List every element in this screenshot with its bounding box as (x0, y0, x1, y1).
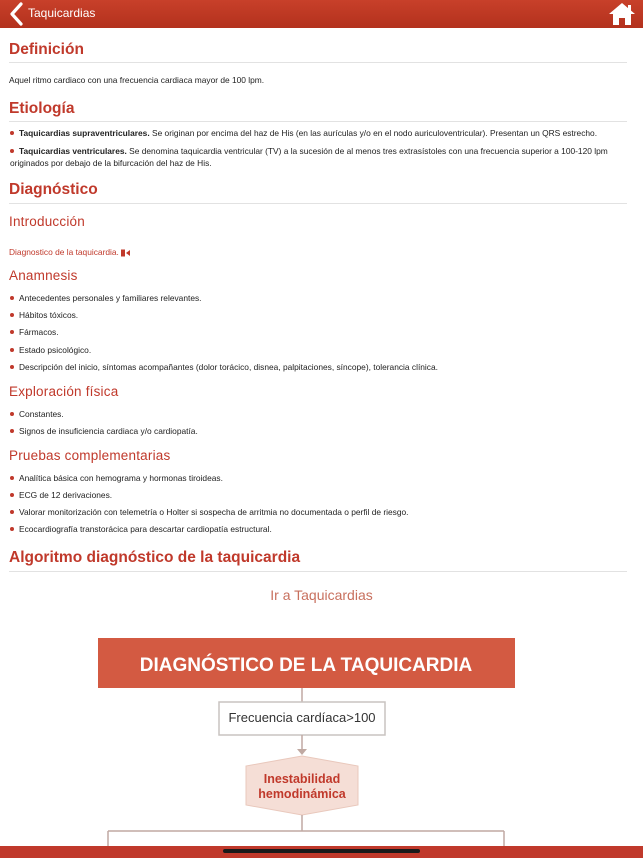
list-item-text: Antecedentes personales y familiares relevantes. (19, 293, 202, 303)
intro-link-text[interactable]: Diagnostico de la taquicardia. (9, 247, 119, 257)
home-indicator[interactable] (223, 849, 420, 853)
section-heading-diagnostico: Diagnóstico (9, 181, 98, 198)
list-item-bold: Taquicardias ventriculares. (19, 146, 127, 156)
content-area[interactable] (0, 28, 643, 846)
list-item-text: Se originan por encima del haz de His (en las aurículas y/o en el nodo auriculoventricular). Presentan un QRS estrecho. (149, 128, 598, 138)
subheading-anamnesis: Anamnesis (9, 268, 78, 283)
back-chevron-icon[interactable] (8, 2, 26, 26)
algorithm-diagram (0, 28, 643, 846)
arrow-head-icon (297, 749, 307, 755)
list-item-text: Se denomina taquicardia ventricular (TV) a la sucesión de al menos tres extrasístoles con una frecuencia superior a 100-120 lpm originados por debajo de la bifurcación del haz de His. (10, 146, 608, 168)
definicion-text: Aquel ritmo cardiaco con una frecuencia cardiaca mayor de 100 lpm. (9, 75, 265, 85)
list-item-text: Descripción del inicio, síntomas acompañantes (dolor torácico, disnea, palpitaciones, síncope), tolerancia clínica. (19, 362, 438, 372)
node-frecuencia-text: Frecuencia cardíaca>100 (228, 710, 376, 725)
list-item-text: Signos de insuficiencia cardiaca y/o cardiopatía. (19, 426, 198, 436)
subheading-introduccion: Introducción (9, 214, 85, 229)
list-item-text: ECG de 12 derivaciones. (19, 490, 113, 500)
subheading-pruebas: Pruebas complementarias (9, 448, 171, 463)
subheading-exploracion: Exploración física (9, 384, 119, 399)
top-bar (0, 0, 643, 28)
list-item-text: Fármacos. (19, 327, 59, 337)
page-title: Taquicardias (28, 6, 96, 20)
home-icon[interactable] (607, 1, 637, 27)
section-heading-definicion: Definición (9, 41, 84, 58)
diagram-title-text: DIAGNÓSTICO DE LA TAQUICARDIA (139, 655, 473, 676)
section-heading-algoritmo: Algoritmo diagnóstico de la taquicardia (9, 549, 301, 566)
list-item-text: Hábitos tóxicos. (19, 310, 79, 320)
list-item-text: Ecocardiografía transtorácica para descartar cardiopatía estructural. (19, 524, 272, 534)
section-heading-etiologia: Etiología (9, 100, 75, 117)
list-item-text: Valorar monitorización con telemetría o Holter si sospecha de arritmia no documentada o perfil de riesgo. (19, 507, 409, 517)
list-item-bold: Taquicardias supraventriculares. (19, 128, 150, 138)
list-item-text: Analítica básica con hemograma y hormonas tiroideas. (19, 473, 223, 483)
list-item-text: Constantes. (19, 409, 64, 419)
list-item-text: Estado psicológico. (19, 345, 92, 355)
node-inestabilidad-line2: hemodinámica (258, 787, 346, 801)
node-inestabilidad-line1: Inestabilidad (263, 772, 341, 786)
goto-taquicardias-link[interactable]: Ir a Taquicardias (270, 587, 373, 603)
